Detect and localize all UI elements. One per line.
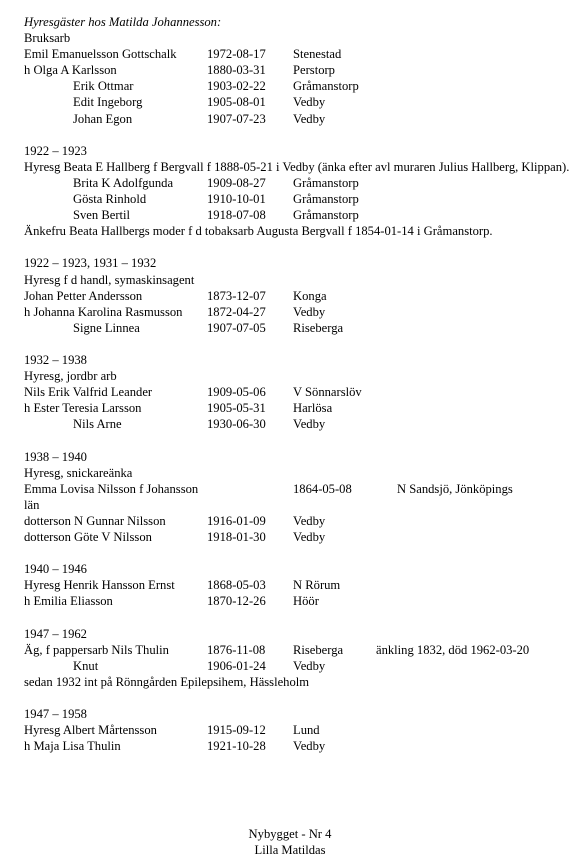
person-row — [24, 46, 572, 62]
person-name: dotterson N Gunnar Nilsson — [24, 513, 166, 528]
person-row — [24, 593, 572, 609]
birth-date: 1909-05-06 — [207, 385, 266, 400]
tenant-section — [24, 561, 572, 609]
person-row — [24, 207, 572, 223]
line-text: 1940 – 1946 — [24, 562, 87, 577]
birth-date: 1903-02-22 — [207, 79, 266, 94]
tenant-sections — [24, 30, 572, 754]
person-row — [24, 416, 572, 432]
birth-place: Vedby — [293, 530, 326, 544]
birth-place: N Sandsjö, Jönköpings — [397, 481, 513, 496]
birth-place: Stenestad — [293, 47, 342, 62]
birth-place: V Sönnarslöv — [293, 385, 362, 400]
person-name: Emma Lovisa Nilsson f Johansson — [24, 481, 199, 496]
birth-date: 1870-12-26 — [207, 594, 266, 609]
person-note: änkling 1832, död 1962-03-20 — [376, 642, 530, 657]
line-text: Änkefru Beata Hallbergs moder f d tobaksarb Augusta Bergvall f 1854-01-14 i Gråmanstorp. — [24, 224, 493, 239]
person-row — [24, 288, 572, 304]
birth-place: Gråmanstorp — [293, 79, 359, 94]
text-line — [24, 465, 572, 481]
tenant-section — [24, 352, 572, 432]
person-name: h Ester Teresia Larsson — [24, 401, 142, 416]
footer-line-2: Lilla Matildas — [254, 843, 326, 857]
person-row — [24, 738, 572, 754]
person-name: Knut — [73, 658, 99, 673]
person-name: Signe Linnea — [73, 320, 140, 335]
birth-place: Konga — [293, 288, 327, 303]
text-line — [24, 449, 572, 465]
person-row — [24, 400, 572, 416]
birth-place: Riseberga — [293, 642, 344, 657]
line-text: 1922 – 1923, 1931 – 1932 — [24, 256, 157, 271]
birth-date: 1907-07-23 — [207, 111, 266, 126]
person-row — [24, 529, 572, 545]
person-row — [24, 111, 572, 127]
birth-place: Lund — [293, 723, 320, 738]
line-text: Bruksarb — [24, 31, 71, 46]
text-line — [24, 497, 572, 513]
birth-date: 1930-06-30 — [207, 417, 266, 432]
tenant-section — [24, 255, 572, 335]
birth-place: Vedby — [293, 658, 326, 673]
text-line — [24, 674, 572, 690]
birth-place: Vedby — [293, 111, 326, 126]
birth-date: 1876-11-08 — [207, 642, 266, 657]
person-row — [24, 642, 572, 658]
tenant-section — [24, 449, 572, 546]
line-text: 1922 – 1923 — [24, 143, 87, 158]
person-name: h Johanna Karolina Rasmusson — [24, 304, 183, 319]
section-spacer — [24, 545, 572, 561]
person-row — [24, 384, 572, 400]
person-name: Brita K Adolfgunda — [73, 175, 174, 190]
person-name: Sven Bertil — [73, 208, 131, 223]
document-title — [24, 14, 572, 30]
line-text: 1947 – 1962 — [24, 626, 87, 641]
person-name: Edit Ingeborg — [73, 95, 143, 110]
person-name: Hyresg Henrik Hansson Ernst — [24, 578, 175, 593]
title-text: Hyresgäster hos Matilda Johannesson: — [24, 15, 222, 29]
section-spacer — [24, 690, 572, 706]
birth-date: 1918-01-30 — [207, 530, 266, 544]
birth-place: Gråmanstorp — [293, 208, 359, 223]
tenant-section — [24, 626, 572, 690]
section-spacer — [24, 336, 572, 352]
birth-place: Gråmanstorp — [293, 175, 359, 190]
person-row — [24, 577, 572, 593]
line-text: sedan 1932 int på Rönngården Epilepsihem, Hässleholm — [24, 674, 310, 689]
person-row — [24, 78, 572, 94]
line-text: Hyresg f d handl, symaskinsagent — [24, 272, 195, 287]
person-name: Nils Erik Valfrid Leander — [24, 385, 153, 400]
person-name: h Olga A Karlsson — [24, 63, 117, 78]
birth-date: 1868-05-03 — [207, 578, 266, 593]
footer-line-1: Nybygget - Nr 4 — [248, 827, 332, 841]
tenant-section — [24, 30, 572, 127]
birth-place: Perstorp — [293, 63, 335, 78]
person-row — [24, 658, 572, 674]
birth-date: 1972-08-17 — [207, 47, 266, 62]
birth-date: 1880-03-31 — [207, 63, 266, 78]
person-name: Johan Petter Andersson — [24, 288, 143, 303]
section-spacer — [24, 432, 572, 448]
person-name: Emil Emanuelsson Gottschalk — [24, 47, 177, 62]
text-line — [24, 30, 572, 46]
birth-date: 1872-04-27 — [207, 304, 266, 319]
person-row — [24, 62, 572, 78]
birth-place: Gråmanstorp — [293, 192, 359, 207]
text-line — [24, 143, 572, 159]
person-row — [24, 481, 572, 497]
birth-date: 1910-10-01 — [207, 192, 266, 207]
person-row — [24, 175, 572, 191]
text-line — [24, 368, 572, 384]
person-row — [24, 320, 572, 336]
birth-place: Harlösa — [293, 401, 333, 416]
person-row — [24, 304, 572, 320]
birth-date: 1905-08-01 — [207, 95, 266, 110]
birth-place: Vedby — [293, 95, 326, 110]
person-row — [24, 513, 572, 529]
person-name: h Emilia Eliasson — [24, 594, 113, 609]
birth-date: 1873-12-07 — [207, 288, 266, 303]
person-name: Hyresg Albert Mårtensson — [24, 723, 157, 738]
section-spacer — [24, 127, 572, 143]
person-name: Erik Ottmar — [73, 79, 134, 94]
wrapped-text-line: Hyresg Beata E Hallberg f Bergvall f 1888-05-21 i Vedby (änka efter avl muraren Julius Hallberg, Klippan). — [24, 159, 570, 174]
birth-place: N Rörum — [293, 578, 341, 593]
birth-date: 1916-01-09 — [207, 513, 266, 528]
line-text: 1932 – 1938 — [24, 352, 87, 367]
birth-date: 1906-01-24 — [207, 658, 266, 673]
birth-date: 1905-05-31 — [207, 401, 266, 416]
person-name: Gösta Rinhold — [73, 192, 147, 207]
text-line — [24, 255, 572, 271]
line-text: Hyresg, jordbr arb — [24, 369, 117, 384]
birth-place: Vedby — [293, 513, 326, 528]
person-row — [24, 94, 572, 110]
page-footer — [0, 826, 580, 858]
birth-date: 1915-09-12 — [207, 723, 266, 738]
birth-date: 1918-07-08 — [207, 208, 266, 223]
birth-date: 1921-10-28 — [207, 739, 266, 754]
document-body — [24, 14, 572, 754]
birth-date: 1907-07-05 — [207, 320, 266, 335]
birth-date: 1909-08-27 — [207, 175, 266, 190]
person-name: Äg, f pappersarb Nils Thulin — [24, 642, 169, 657]
birth-place: Vedby — [293, 304, 326, 319]
person-name: h Maja Lisa Thulin — [24, 739, 121, 754]
birth-date: 1864-05-08 — [293, 481, 352, 496]
birth-place: Riseberga — [293, 320, 344, 335]
birth-place: Vedby — [293, 739, 326, 754]
line-text: 1947 – 1958 — [24, 707, 87, 722]
text-line — [24, 706, 572, 722]
section-spacer — [24, 609, 572, 625]
birth-place: Vedby — [293, 417, 326, 432]
person-name: Nils Arne — [73, 417, 122, 432]
person-name: dotterson Göte V Nilsson — [24, 530, 152, 544]
tenant-section — [24, 706, 572, 754]
text-line — [24, 272, 572, 288]
text-line — [24, 561, 572, 577]
birth-place: Höör — [293, 594, 319, 609]
text-line — [24, 352, 572, 368]
person-row — [24, 191, 572, 207]
text-line — [24, 223, 572, 239]
line-text: Hyresg, snickareänka — [24, 465, 133, 480]
tenant-section — [24, 143, 572, 240]
person-name: Johan Egon — [73, 111, 133, 126]
line-text: 1938 – 1940 — [24, 449, 87, 464]
person-row — [24, 722, 572, 738]
text-line — [24, 626, 572, 642]
line-text: län — [24, 497, 40, 512]
section-spacer — [24, 239, 572, 255]
